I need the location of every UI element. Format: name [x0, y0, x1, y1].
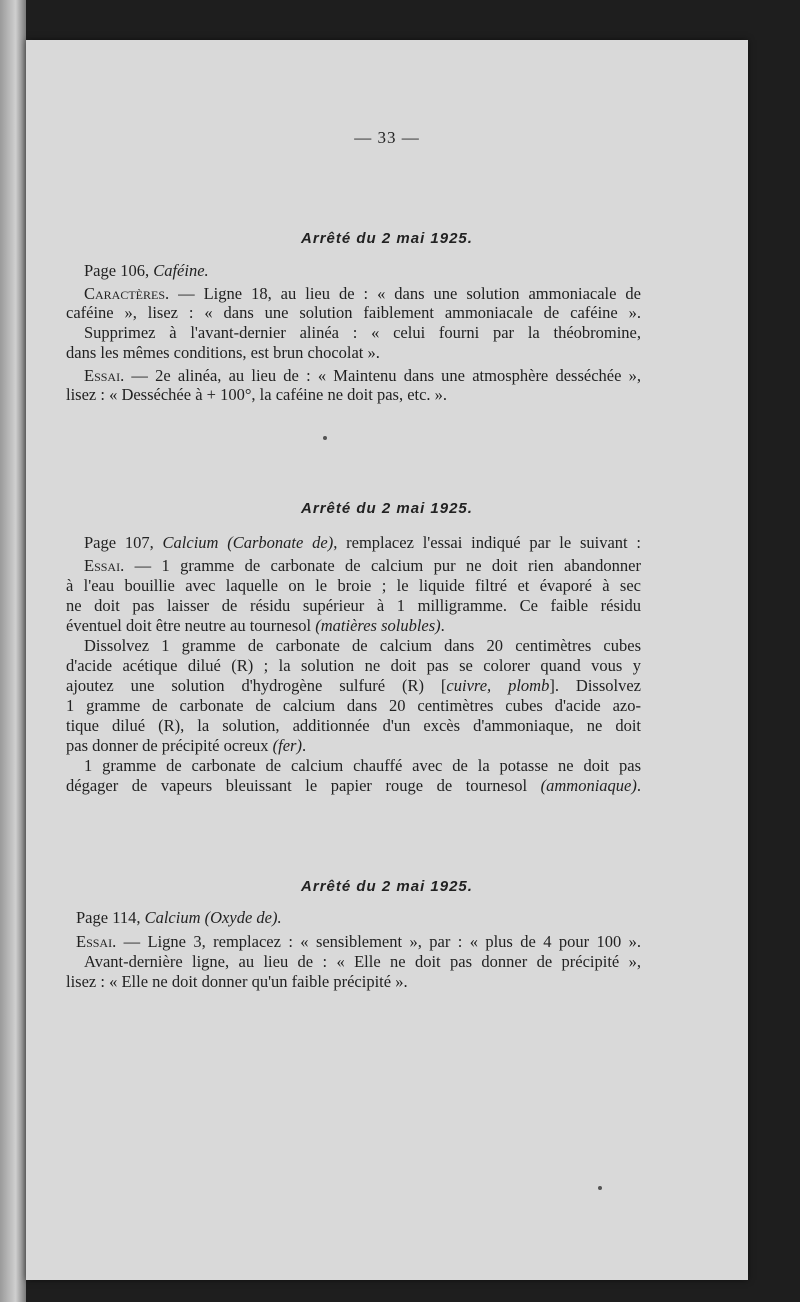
text-line: caféine », lisez : « dans une solution faiblement ammoniacale de caféine ». — [66, 303, 641, 322]
text-fragment: . — [440, 616, 445, 635]
text-line: d'acide acétique dilué (R) ; la solution ne doit pas se colorer quand vous y — [66, 656, 641, 675]
text-line — [84, 260, 641, 281]
text-line: tique dilué (R), la solution, additionnée d'un excès d'ammoniaque, ne doit — [66, 716, 641, 735]
text-fragment: ajoutez une solution d'hydrogène sulfuré (R) [ — [66, 676, 447, 695]
text-line: dans les mêmes conditions, est brun chocolat ». — [66, 343, 380, 362]
text-line: à l'eau bouillie avec laquelle on le broie ; le liquide filtré et évaporé à sec — [66, 576, 641, 595]
text-fragment: éventuel doit être neutre au tournesol — [66, 616, 316, 635]
text-fragment: Page 114, — [76, 908, 145, 927]
text-fragment: Calcium (Carbonate de) — [162, 533, 334, 552]
paper-speck — [323, 436, 327, 440]
text-fragment: — 2e alinéa, au lieu de : « Maintenu dans une atmosphère desséchée », — [124, 366, 641, 385]
text-line — [66, 775, 641, 796]
text-fragment: Page 106, — [84, 261, 154, 280]
section-heading-1: Arrêté du 2 mai 1925. — [301, 230, 473, 247]
text-line — [84, 283, 641, 304]
section-heading-2: Arrêté du 2 mai 1925. — [301, 500, 473, 517]
text-line: 1 gramme de carbonate de calcium dans 20 centimètres cubes d'acide azo- — [66, 696, 641, 715]
text-fragment: pas donner de précipité ocreux — [66, 736, 273, 755]
section-label: Caractères. — [84, 284, 170, 303]
text-line: 1 gramme de carbonate de calcium chauffé avec de la potasse ne doit pas — [84, 756, 641, 775]
text-line — [66, 615, 641, 636]
text-fragment: (matières solubles) — [315, 616, 441, 635]
text-line — [66, 735, 641, 756]
document-page — [26, 40, 748, 1280]
text-fragment: dégager de vapeurs bleuissant le papier rouge de tournesol — [66, 776, 541, 795]
text-fragment: Calcium (Oxyde de). — [144, 908, 282, 927]
text-line: ne doit pas laisser de résidu supérieur à 1 milligramme. Ce faible résidu — [66, 596, 641, 615]
text-line: Avant-dernière ligne, au lieu de : « Elle ne doit pas donner de précipité », — [84, 952, 641, 971]
section-heading-3: Arrêté du 2 mai 1925. — [301, 878, 473, 895]
paper-speck — [598, 1186, 602, 1190]
adjacent-page-edge — [0, 0, 26, 1302]
page-number: — 33 — — [354, 128, 420, 147]
text-line — [66, 675, 641, 696]
text-fragment: . — [301, 736, 307, 755]
text-line — [84, 365, 641, 386]
text-fragment: — Ligne 3, remplacez : « sensiblement », par : « plus de 4 pour 100 ». — [116, 932, 641, 951]
text-fragment: Caféine. — [153, 261, 209, 280]
text-line: Dissolvez 1 gramme de carbonate de calcium dans 20 centimètres cubes — [84, 636, 641, 655]
text-fragment: Page 107, — [84, 533, 163, 552]
text-line — [84, 555, 641, 576]
text-fragment: , remplacez l'essai indiqué par le suivant : — [333, 533, 642, 552]
text-line: lisez : « Desséchée à + 100°, la caféine ne doit pas, etc. ». — [66, 385, 448, 404]
section-label: Essai. — [76, 932, 117, 951]
text-fragment: (ammoniaque) — [540, 776, 637, 795]
text-fragment: (fer) — [272, 736, 302, 755]
text-line — [76, 931, 641, 952]
text-fragment: cuivre, plomb — [446, 676, 550, 695]
text-line — [76, 907, 651, 928]
text-line — [84, 532, 641, 553]
text-fragment: — 1 gramme de carbonate de calcium pur ne doit rien abandonner — [124, 556, 641, 575]
section-label: Essai. — [84, 366, 125, 385]
text-fragment: — Ligne 18, au lieu de : « dans une solution ammoniacale de — [169, 284, 641, 303]
text-line: Supprimez à l'avant-dernier alinéa : « celui fourni par la théobromine, — [84, 323, 641, 342]
text-fragment: . — [636, 776, 641, 795]
text-fragment: ]. Dissolvez — [549, 676, 641, 695]
section-label: Essai. — [84, 556, 125, 575]
text-line: lisez : « Elle ne doit donner qu'un faible précipité ». — [66, 972, 408, 991]
